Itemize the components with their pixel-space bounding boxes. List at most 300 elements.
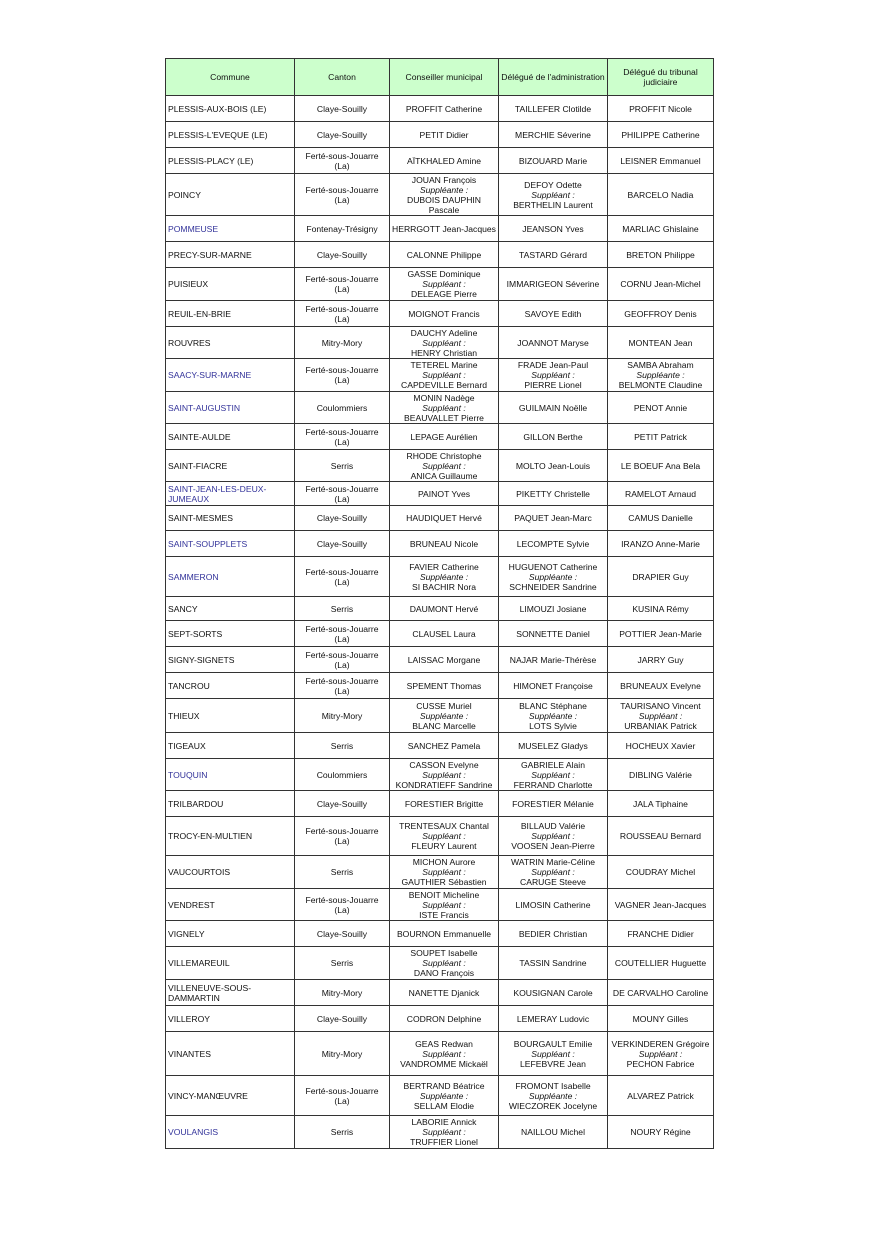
cell-commune: REUIL-EN-BRIE <box>166 301 295 327</box>
substitute-label: Suppléant : <box>422 1127 466 1137</box>
cell-delegue-tribunal: BARCELO Nadia <box>608 174 714 216</box>
cell-delegue-administration: GILLON Berthe <box>499 424 608 450</box>
table-row <box>166 450 714 482</box>
cell-conseiller <box>390 1032 499 1076</box>
substitute-name: KONDRATIEFF Sandrine <box>395 779 493 790</box>
substitute-name: WIECZOREK Jocelyne <box>508 1100 598 1111</box>
cell-conseiller <box>390 947 499 980</box>
titular-name: TETEREL Marine <box>410 360 478 370</box>
table-row <box>166 1032 714 1076</box>
cell-canton: Claye-Souilly <box>295 96 390 122</box>
substitute-name: FLEURY Laurent <box>411 841 477 851</box>
cell-canton: Ferté-sous-Jouarre (La) <box>295 647 390 673</box>
substitute-name: VANDROMME Mickaël <box>400 1058 488 1069</box>
titular-name: LABORIE Annick <box>411 1117 477 1127</box>
cell-commune: SAINT-MESMES <box>166 506 295 531</box>
cell-delegue-tribunal: HOCHEUX Xavier <box>608 733 714 759</box>
cell-conseiller <box>390 856 499 889</box>
titular-name: SOUPET Isabelle <box>410 948 478 958</box>
cell-delegue-administration: MUSELEZ Gladys <box>499 733 608 759</box>
table-row <box>166 174 714 216</box>
titular-name: JOUAN François <box>411 174 477 185</box>
header-canton: Canton <box>295 59 390 96</box>
cell-delegue-administration <box>499 699 608 733</box>
cell-commune: PLESSIS-AUX-BOIS (LE) <box>166 96 295 122</box>
cell-canton: Serris <box>295 947 390 980</box>
substitute-name: CARUGE Steeve <box>520 877 586 887</box>
titular-name: FROMONT Isabelle <box>515 1080 591 1091</box>
cell-delegue-administration: BIZOUARD Marie <box>499 148 608 174</box>
substitute-name: SI BACHIR Nora <box>412 581 476 592</box>
cell-delegue-tribunal: PETIT Patrick <box>608 424 714 450</box>
table-row <box>166 392 714 424</box>
table-row <box>166 980 714 1006</box>
table-row <box>166 889 714 921</box>
cell-conseiller <box>390 557 499 597</box>
cell-commune[interactable]: POMMEUSE <box>166 216 295 242</box>
titular-name: GASSE Dominique <box>407 269 481 279</box>
cell-conseiller: BRUNEAU Nicole <box>390 531 499 557</box>
cell-conseiller: MOIGNOT Francis <box>390 301 499 327</box>
substitute-name: DUBOIS DAUPHIN Pascale <box>406 194 481 215</box>
cell-canton: Fontenay-Trésigny <box>295 216 390 242</box>
substitute-label: Suppléant : <box>638 1048 683 1059</box>
cell-delegue-tribunal: PROFFIT Nicole <box>608 96 714 122</box>
titular-name: RHODE Christophe <box>406 450 482 461</box>
cell-delegue-administration: NAJAR Marie-Thérèse <box>499 647 608 673</box>
cell-delegue-administration: KOUSIGNAN Carole <box>499 980 608 1006</box>
cell-delegue-tribunal: JARRY Guy <box>608 647 714 673</box>
cell-delegue-tribunal: VAGNER Jean-Jacques <box>608 889 714 921</box>
table-row <box>166 424 714 450</box>
cell-canton: Serris <box>295 1116 390 1149</box>
cell-delegue-administration: IMMARIGEON Séverine <box>499 268 608 301</box>
cell-delegue-tribunal <box>608 699 714 733</box>
cell-delegue-administration <box>499 557 608 597</box>
titular-name: BENOIT Micheline <box>408 889 480 900</box>
cell-delegue-administration: SAVOYE Edith <box>499 301 608 327</box>
substitute-name: SELLAM Elodie <box>413 1100 475 1111</box>
cell-canton: Serris <box>295 597 390 621</box>
cell-delegue-tribunal: MARLIAC Ghislaine <box>608 216 714 242</box>
substitute-name: HENRY Christian <box>410 347 478 358</box>
titular-name: GEAS Redwan <box>415 1038 473 1049</box>
cell-conseiller: LAISSAC Morgane <box>390 647 499 673</box>
cell-conseiller <box>390 450 499 482</box>
cell-delegue-tribunal: LE BOEUF Ana Bela <box>608 450 714 482</box>
substitute-label: Suppléant : <box>422 402 466 413</box>
substitute-label: Suppléant : <box>531 1048 575 1059</box>
table-row <box>166 673 714 699</box>
cell-commune: PLESSIS-PLACY (LE) <box>166 148 295 174</box>
substitute-label: Suppléant : <box>531 189 575 200</box>
cell-delegue-administration <box>499 359 608 392</box>
titular-name: MONIN Nadège <box>413 392 475 403</box>
cell-canton: Ferté-sous-Jouarre (La) <box>295 1076 390 1116</box>
substitute-label: Suppléant : <box>638 710 683 721</box>
table-row <box>166 268 714 301</box>
cell-conseiller <box>390 174 499 216</box>
cell-delegue-tribunal: JALA Tiphaine <box>608 791 714 817</box>
cell-canton: Claye-Souilly <box>295 921 390 947</box>
substitute-name: BERTHELIN Laurent <box>513 199 593 210</box>
cell-delegue-administration: LECOMPTE Sylvie <box>499 531 608 557</box>
substitute-name: LEFEBVRE Jean <box>520 1058 586 1069</box>
substitute-label: Suppléante : <box>528 1090 578 1101</box>
cell-conseiller: CODRON Delphine <box>390 1006 499 1032</box>
titular-name: BOURGAULT Emilie <box>513 1038 593 1049</box>
cell-commune: SIGNY-SIGNETS <box>166 647 295 673</box>
cell-delegue-tribunal: PHILIPPE Catherine <box>608 122 714 148</box>
table-row <box>166 531 714 557</box>
cell-canton: Mitry-Mory <box>295 327 390 359</box>
substitute-label: Suppléant : <box>422 899 466 910</box>
cell-delegue-tribunal: DE CARVALHO Caroline <box>608 980 714 1006</box>
cell-canton: Coulommiers <box>295 392 390 424</box>
substitute-name: SCHNEIDER Sandrine <box>509 581 597 592</box>
titular-name: FAVIER Catherine <box>409 561 479 572</box>
substitute-label: Suppléante : <box>528 710 578 721</box>
cell-delegue-tribunal: COUTELLIER Huguette <box>608 947 714 980</box>
table-row <box>166 96 714 122</box>
cell-delegue-tribunal: KUSINA Rémy <box>608 597 714 621</box>
cell-canton: Ferté-sous-Jouarre (La) <box>295 889 390 921</box>
substitute-label: Suppléant : <box>422 831 466 841</box>
substitute-label: Suppléant : <box>422 958 466 968</box>
cell-conseiller <box>390 359 499 392</box>
cell-conseiller: SANCHEZ Pamela <box>390 733 499 759</box>
table-row <box>166 621 714 647</box>
cell-delegue-administration: GUILMAIN Noëlle <box>499 392 608 424</box>
cell-commune: TROCY-EN-MULTIEN <box>166 817 295 856</box>
table-row <box>166 301 714 327</box>
titular-name: GABRIELE Alain <box>520 759 585 770</box>
cell-conseiller: FORESTIER Brigitte <box>390 791 499 817</box>
substitute-name: BLANC Marcelle <box>412 720 476 731</box>
titular-name: MICHON Aurore <box>412 857 476 867</box>
cell-delegue-tribunal: COUDRAY Michel <box>608 856 714 889</box>
table-row <box>166 1116 714 1149</box>
cell-delegue-administration <box>499 174 608 216</box>
cell-conseiller <box>390 392 499 424</box>
substitute-label: Suppléante : <box>528 571 578 582</box>
cell-canton: Serris <box>295 733 390 759</box>
table-row <box>166 759 714 791</box>
table-row <box>166 482 714 506</box>
table-row <box>166 1006 714 1032</box>
cell-conseiller <box>390 759 499 791</box>
cell-delegue-tribunal: ALVAREZ Patrick <box>608 1076 714 1116</box>
cell-commune[interactable]: VOULANGIS <box>166 1116 295 1149</box>
header-commune: Commune <box>166 59 295 96</box>
substitute-name: PECHON Fabrice <box>626 1058 695 1069</box>
table-row <box>166 647 714 673</box>
titular-name: TAURISANO Vincent <box>620 700 701 711</box>
substitute-name: BELMONTE Claudine <box>618 380 703 390</box>
cell-commune[interactable]: TOUQUIN <box>166 759 295 791</box>
titular-name: BERTRAND Béatrice <box>403 1080 485 1091</box>
titular-name: CUSSE Muriel <box>416 700 472 711</box>
cell-commune: TIGEAUX <box>166 733 295 759</box>
table-row <box>166 216 714 242</box>
cell-canton: Ferté-sous-Jouarre (La) <box>295 424 390 450</box>
cell-conseiller <box>390 699 499 733</box>
cell-canton: Ferté-sous-Jouarre (La) <box>295 268 390 301</box>
cell-delegue-administration: LIMOUZI Josiane <box>499 597 608 621</box>
cell-canton: Ferté-sous-Jouarre (La) <box>295 557 390 597</box>
table-row <box>166 699 714 733</box>
substitute-label: Suppléant : <box>531 831 575 841</box>
titular-name: BILLAUD Valérie <box>520 821 586 831</box>
cell-delegue-tribunal: ROUSSEAU Bernard <box>608 817 714 856</box>
cell-commune: SEPT-SORTS <box>166 621 295 647</box>
cell-canton: Serris <box>295 856 390 889</box>
cell-commune[interactable]: SAINT-SOUPPLETS <box>166 531 295 557</box>
titular-name: DEFOY Odette <box>524 179 582 190</box>
titular-name: HUGUENOT Catherine <box>508 561 598 572</box>
cell-delegue-administration: JOANNOT Maryse <box>499 327 608 359</box>
cell-conseiller <box>390 889 499 921</box>
table-row <box>166 856 714 889</box>
cell-delegue-administration: TAILLEFER Clotilde <box>499 96 608 122</box>
cell-commune: VILLENEUVE-SOUS-DAMMARTIN <box>166 980 295 1006</box>
substitute-name: CAPDEVILLE Bernard <box>401 380 487 390</box>
cell-delegue-administration: HIMONET Françoise <box>499 673 608 699</box>
cell-commune: VAUCOURTOIS <box>166 856 295 889</box>
substitute-label: Suppléante : <box>419 1090 469 1101</box>
substitute-label: Suppléant : <box>422 370 466 380</box>
cell-conseiller: HERRGOTT Jean-Jacques <box>390 216 499 242</box>
cell-conseiller: NANETTE Djanick <box>390 980 499 1006</box>
cell-canton: Ferté-sous-Jouarre (La) <box>295 673 390 699</box>
substitute-label: Suppléant : <box>422 1048 466 1059</box>
cell-commune: TANCROU <box>166 673 295 699</box>
table-row <box>166 359 714 392</box>
cell-delegue-tribunal: BRETON Philippe <box>608 242 714 268</box>
titular-name: FRADE Jean-Paul <box>517 360 589 370</box>
cell-conseiller: HAUDIQUET Hervé <box>390 506 499 531</box>
substitute-label: Suppléant : <box>422 337 466 348</box>
table-row <box>166 733 714 759</box>
cell-conseiller: CALONNE Philippe <box>390 242 499 268</box>
table-row <box>166 791 714 817</box>
cell-delegue-tribunal: POTTIER Jean-Marie <box>608 621 714 647</box>
cell-commune: VIGNELY <box>166 921 295 947</box>
cell-delegue-administration: PIKETTY Christelle <box>499 482 608 506</box>
header-delegue-tribunal: Délégué du tribunal judiciaire <box>608 59 714 96</box>
titular-name: TRENTESAUX Chantal <box>399 821 489 831</box>
cell-delegue-tribunal: MOUNY Gilles <box>608 1006 714 1032</box>
substitute-name: FERRAND Charlotte <box>513 779 593 790</box>
cell-delegue-administration <box>499 856 608 889</box>
cell-delegue-administration: MERCHIE Séverine <box>499 122 608 148</box>
cell-canton: Claye-Souilly <box>295 1006 390 1032</box>
cell-commune: VILLEMAREUIL <box>166 947 295 980</box>
substitute-label: Suppléant : <box>422 769 466 780</box>
substitute-label: Suppléante : <box>636 370 685 380</box>
cell-canton: Claye-Souilly <box>295 242 390 268</box>
table-row <box>166 122 714 148</box>
cell-commune: SAINTE-AULDE <box>166 424 295 450</box>
cell-delegue-tribunal: NOURY Régine <box>608 1116 714 1149</box>
cell-canton: Ferté-sous-Jouarre (La) <box>295 621 390 647</box>
cell-delegue-tribunal: FRANCHE Didier <box>608 921 714 947</box>
cell-delegue-administration: LIMOSIN Catherine <box>499 889 608 921</box>
cell-delegue-administration: TASSIN Sandrine <box>499 947 608 980</box>
cell-commune[interactable]: SAMMERON <box>166 557 295 597</box>
cell-conseiller: PETIT Didier <box>390 122 499 148</box>
substitute-name: TRUFFIER Lionel <box>410 1137 478 1147</box>
cell-delegue-tribunal: MONTEAN Jean <box>608 327 714 359</box>
table-row <box>166 597 714 621</box>
cell-canton: Serris <box>295 450 390 482</box>
cell-delegue-tribunal <box>608 1032 714 1076</box>
titular-name: WATRIN Marie-Céline <box>510 857 596 867</box>
cell-canton: Ferté-sous-Jouarre (La) <box>295 174 390 216</box>
cell-delegue-administration <box>499 1076 608 1116</box>
titular-name: CASSON Evelyne <box>409 759 479 770</box>
table-row <box>166 148 714 174</box>
table-row <box>166 557 714 597</box>
cell-commune[interactable]: SAINT-JEAN-LES-DEUX-JUMEAUX <box>166 482 295 506</box>
table-row <box>166 506 714 531</box>
header-delegue-administration: Délégué de l'administration <box>499 59 608 96</box>
cell-commune: SANCY <box>166 597 295 621</box>
cell-conseiller: SPEMENT Thomas <box>390 673 499 699</box>
substitute-name: GAUTHIER Sébastien <box>401 877 487 887</box>
cell-delegue-tribunal: GEOFFROY Denis <box>608 301 714 327</box>
cell-delegue-tribunal: BRUNEAUX Evelyne <box>608 673 714 699</box>
cell-delegue-tribunal: LEISNER Emmanuel <box>608 148 714 174</box>
substitute-label: Suppléant : <box>422 867 466 877</box>
cell-conseiller: DAUMONT Hervé <box>390 597 499 621</box>
cell-delegue-administration: JEANSON Yves <box>499 216 608 242</box>
substitute-name: VOOSEN Jean-Pierre <box>511 841 595 851</box>
substitute-label: Suppléante : <box>419 184 469 195</box>
titular-name: VERKINDEREN Grégoire <box>611 1038 710 1049</box>
cell-delegue-tribunal: DIBLING Valérie <box>608 759 714 791</box>
cell-commune[interactable]: SAINT-AUGUSTIN <box>166 392 295 424</box>
cell-delegue-administration: BEDIER Christian <box>499 921 608 947</box>
cell-conseiller: PAINOT Yves <box>390 482 499 506</box>
cell-delegue-administration: LEMERAY Ludovic <box>499 1006 608 1032</box>
substitute-name: URBANIAK Patrick <box>624 720 697 731</box>
cell-delegue-tribunal: RAMELOT Arnaud <box>608 482 714 506</box>
cell-commune: POINCY <box>166 174 295 216</box>
cell-conseiller <box>390 817 499 856</box>
cell-delegue-administration: TASTARD Gérard <box>499 242 608 268</box>
cell-canton: Claye-Souilly <box>295 531 390 557</box>
cell-conseiller <box>390 1076 499 1116</box>
table-row <box>166 947 714 980</box>
cell-delegue-administration: NAILLOU Michel <box>499 1116 608 1149</box>
substitute-label: Suppléante : <box>419 710 469 721</box>
cell-delegue-tribunal <box>608 359 714 392</box>
substitute-name: DANO François <box>413 968 475 978</box>
cell-commune: PLESSIS-L'EVEQUE (LE) <box>166 122 295 148</box>
cell-canton: Coulommiers <box>295 759 390 791</box>
cell-delegue-tribunal: IRANZO Anne-Marie <box>608 531 714 557</box>
cell-delegue-administration <box>499 1032 608 1076</box>
cell-conseiller: BOURNON Emmanuelle <box>390 921 499 947</box>
cell-delegue-administration <box>499 759 608 791</box>
substitute-name: PIERRE Lionel <box>524 380 582 390</box>
cell-commune: SAINT-FIACRE <box>166 450 295 482</box>
substitute-label: Suppléant : <box>422 279 466 289</box>
substitute-label: Suppléant : <box>531 370 575 380</box>
table-row <box>166 242 714 268</box>
cell-canton: Mitry-Mory <box>295 980 390 1006</box>
cell-commune: THIEUX <box>166 699 295 733</box>
cell-canton: Claye-Souilly <box>295 506 390 531</box>
cell-commune: VENDREST <box>166 889 295 921</box>
substitute-label: Suppléant : <box>531 769 575 780</box>
cell-delegue-tribunal: PENOT Annie <box>608 392 714 424</box>
table-row <box>166 327 714 359</box>
cell-delegue-administration: SONNETTE Daniel <box>499 621 608 647</box>
cell-delegue-administration <box>499 817 608 856</box>
cell-delegue-administration: PAQUET Jean-Marc <box>499 506 608 531</box>
header-conseiller: Conseiller municipal <box>390 59 499 96</box>
substitute-name: DELEAGE Pierre <box>411 289 477 299</box>
table-row <box>166 1076 714 1116</box>
cell-delegue-administration: FORESTIER Mélanie <box>499 791 608 817</box>
cell-conseiller: CLAUSEL Laura <box>390 621 499 647</box>
substitute-name: BEAUVALLET Pierre <box>404 412 484 423</box>
substitute-label: Suppléante : <box>419 571 469 582</box>
cell-conseiller: PROFFIT Catherine <box>390 96 499 122</box>
cell-conseiller <box>390 268 499 301</box>
cell-delegue-tribunal: CORNU Jean-Michel <box>608 268 714 301</box>
cell-canton: Ferté-sous-Jouarre (La) <box>295 301 390 327</box>
substitute-name: ANICA Guillaume <box>410 470 478 481</box>
cell-canton: Ferté-sous-Jouarre (La) <box>295 148 390 174</box>
cell-conseiller: AÏTKHALED Amine <box>390 148 499 174</box>
cell-commune: VINCY-MANŒUVRE <box>166 1076 295 1116</box>
cell-commune: VINANTES <box>166 1032 295 1076</box>
cell-commune: PUISIEUX <box>166 268 295 301</box>
cell-commune: VILLEROY <box>166 1006 295 1032</box>
cell-conseiller <box>390 327 499 359</box>
cell-delegue-tribunal: DRAPIER Guy <box>608 557 714 597</box>
cell-delegue-administration: MOLTO Jean-Louis <box>499 450 608 482</box>
titular-name: DAUCHY Adeline <box>410 327 478 338</box>
table-row <box>166 817 714 856</box>
cell-commune: TRILBARDOU <box>166 791 295 817</box>
substitute-label: Suppléant : <box>422 460 466 471</box>
delegates-table <box>165 58 714 1149</box>
cell-canton: Claye-Souilly <box>295 122 390 148</box>
substitute-name: LOTS Sylvie <box>529 720 577 731</box>
cell-canton: Ferté-sous-Jouarre (La) <box>295 359 390 392</box>
cell-commune[interactable]: SAACY-SUR-MARNE <box>166 359 295 392</box>
cell-delegue-tribunal: CAMUS Danielle <box>608 506 714 531</box>
titular-name: SAMBA Abraham <box>627 360 694 370</box>
cell-canton: Mitry-Mory <box>295 1032 390 1076</box>
cell-canton: Ferté-sous-Jouarre (La) <box>295 817 390 856</box>
cell-conseiller <box>390 1116 499 1149</box>
cell-conseiller: LEPAGE Aurélien <box>390 424 499 450</box>
cell-canton: Ferté-sous-Jouarre (La) <box>295 482 390 506</box>
cell-commune: PRECY-SUR-MARNE <box>166 242 295 268</box>
titular-name: BLANC Stéphane <box>519 700 587 711</box>
table-row <box>166 921 714 947</box>
substitute-label: Suppléant : <box>531 867 575 877</box>
cell-canton: Mitry-Mory <box>295 699 390 733</box>
cell-canton: Claye-Souilly <box>295 791 390 817</box>
table-header-row <box>166 59 714 96</box>
cell-commune: ROUVRES <box>166 327 295 359</box>
